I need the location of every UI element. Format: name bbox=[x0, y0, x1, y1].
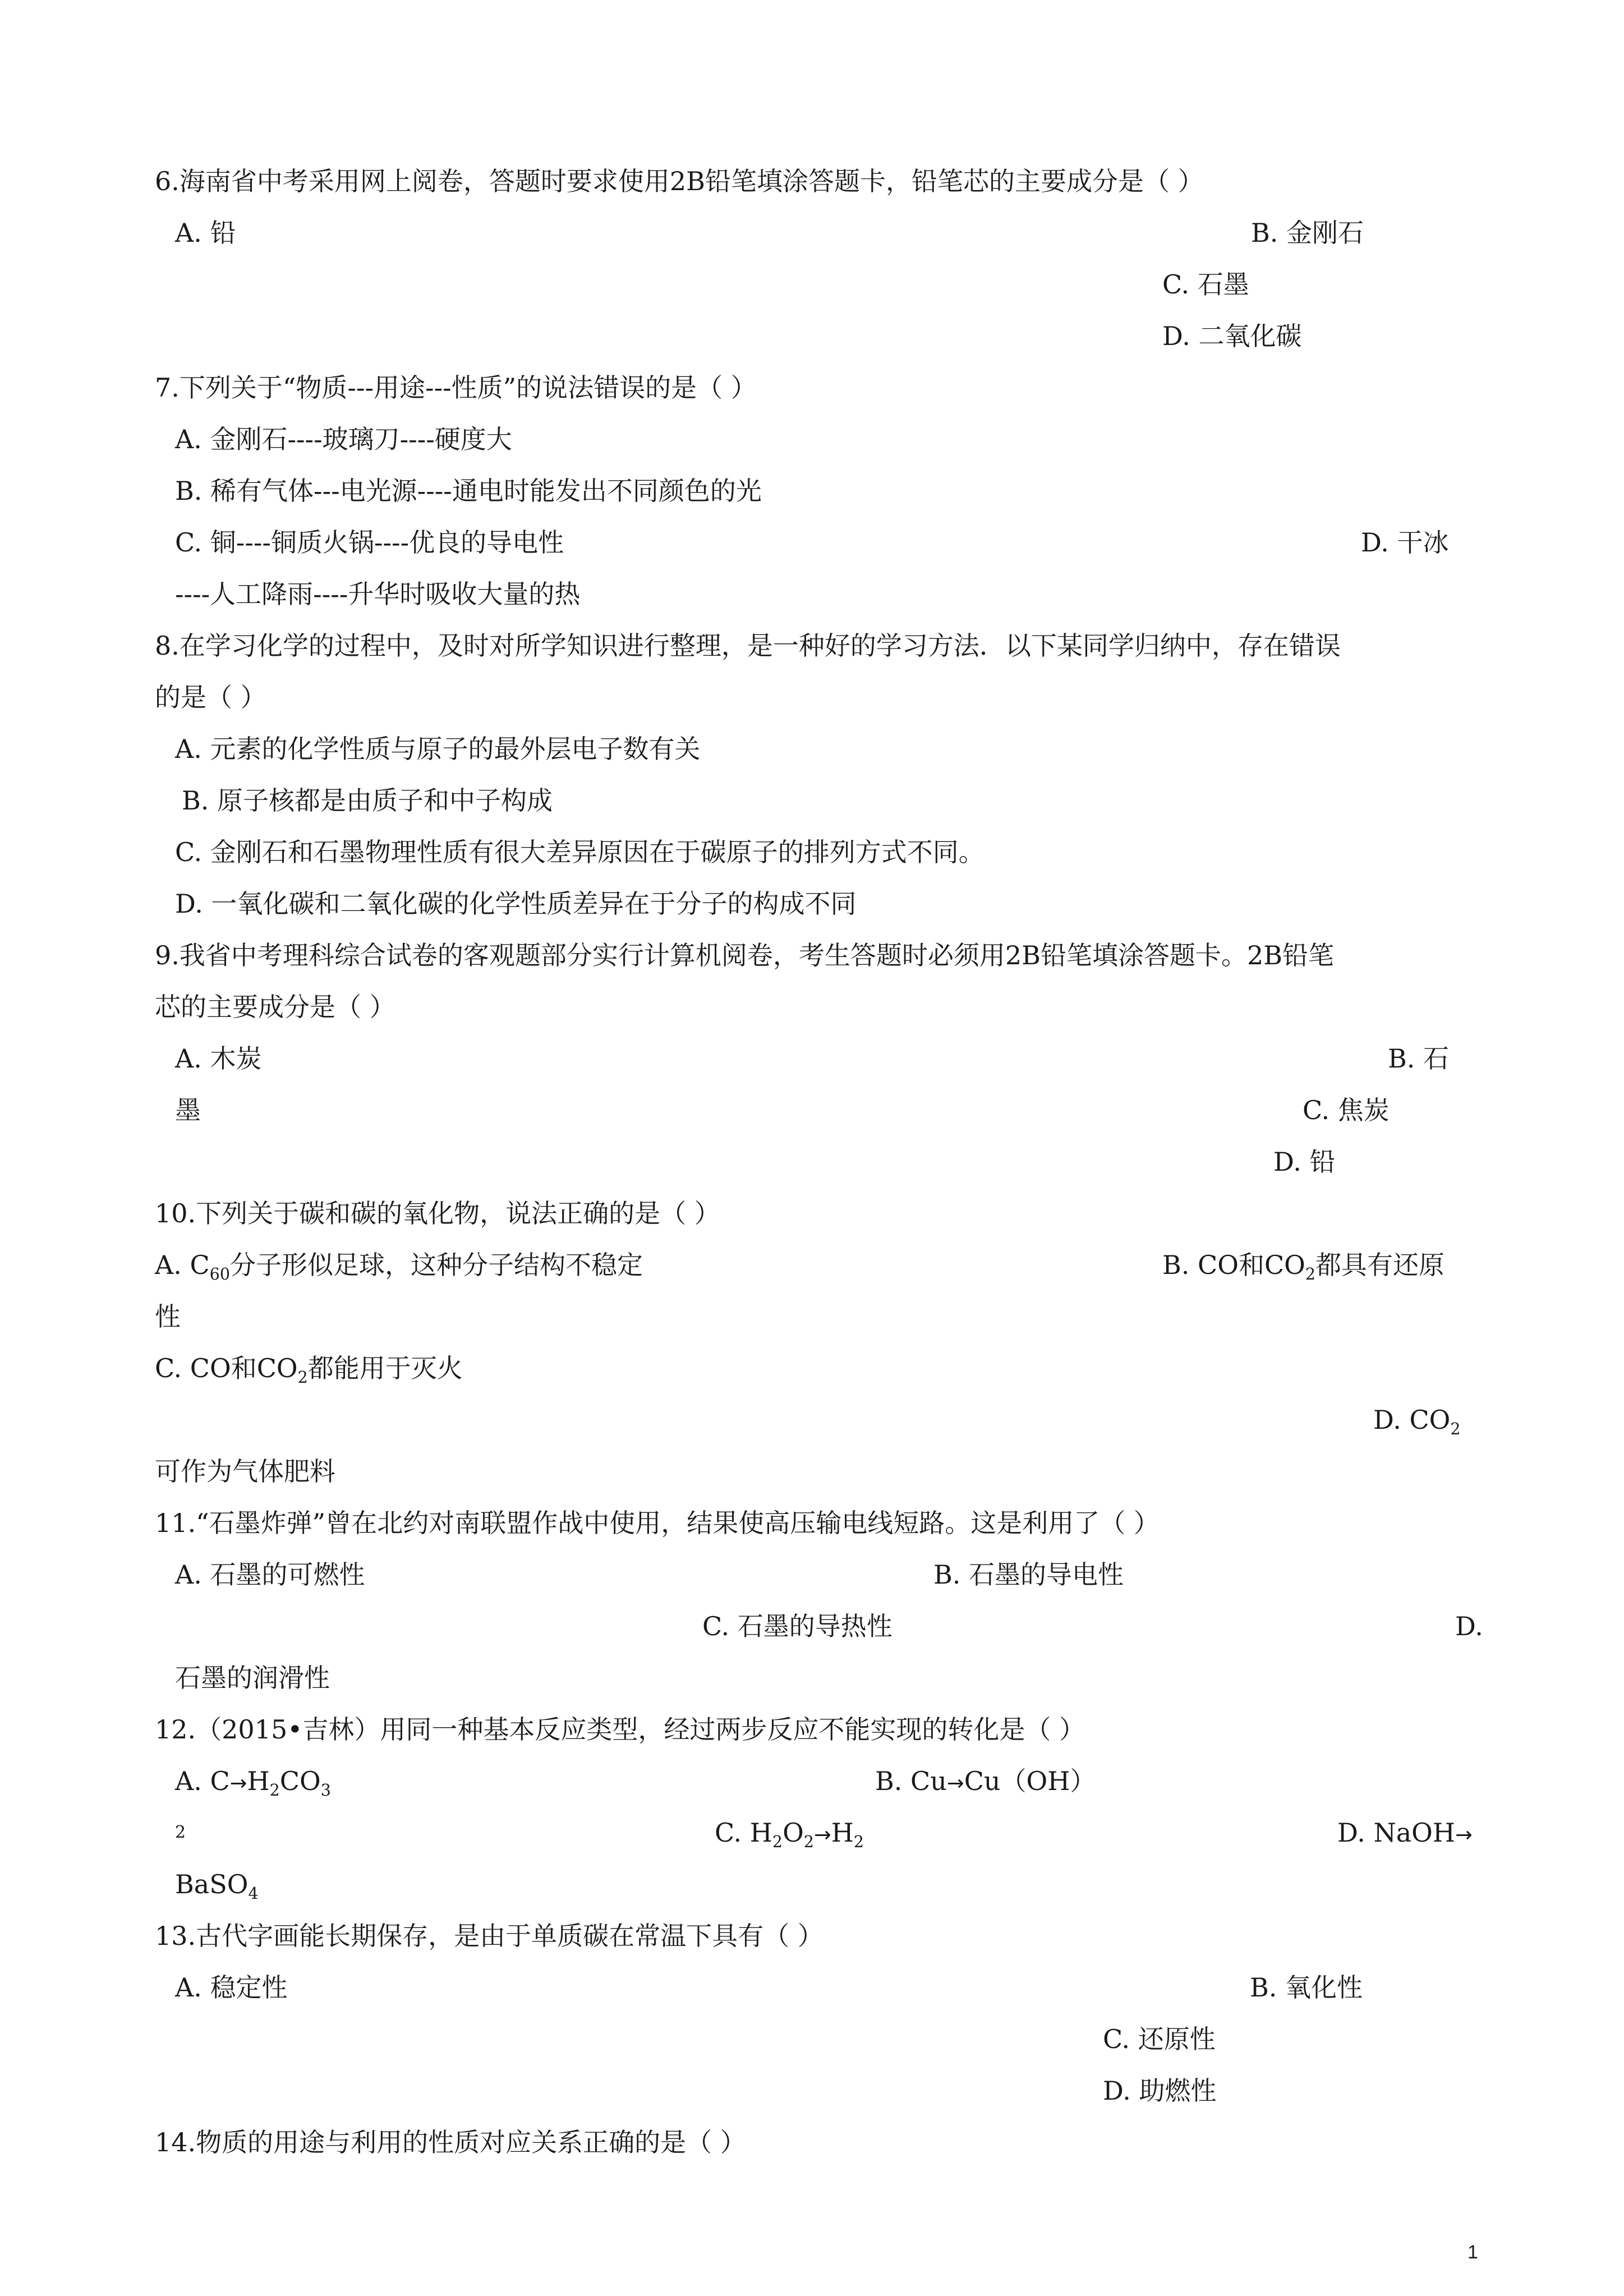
question-9-stem: 9.我省中考理科综合试卷的客观题部分实行计算机阅卷，考生答题时必须用2B铅笔填涂答题卡。2B铅笔 bbox=[155, 940, 1335, 970]
q10-option-d-continued: 可作为气体肥料 bbox=[155, 1456, 335, 1487]
q8-option-c: C. 金刚石和石墨物理性质有很大差异原因在于碳原子的排列方式不同。 bbox=[175, 837, 984, 867]
q9-option-d: D. 铅 bbox=[1273, 1147, 1336, 1177]
q11-option-d: D. bbox=[1455, 1611, 1483, 1641]
q10-option-b: B. CO和$CO_2$都具有还原 bbox=[1162, 1250, 1445, 1283]
arrow-icon: → bbox=[946, 1771, 964, 1795]
q12-option-d-continued: BaSO$_4$ bbox=[175, 1869, 259, 1903]
q6-option-b: B. 金刚石 bbox=[1251, 218, 1364, 248]
question-9-stem-continued: 芯的主要成分是（ ） bbox=[155, 992, 395, 1022]
q6-option-d: D. 二氧化碳 bbox=[1162, 321, 1302, 351]
q13-option-a: A. 稳定性 bbox=[175, 1972, 288, 2003]
q9-option-c: C. 焦炭 bbox=[1303, 1095, 1390, 1125]
q12-option-a: A. $C\to H_2CO_3$ bbox=[175, 1766, 331, 1800]
q8-option-a: A. 元素的化学性质与原子的最外层电子数有关 bbox=[175, 734, 701, 764]
q10-option-a: A. $C_{60}$分子形似足球，这种分子结构不稳定 bbox=[155, 1250, 643, 1283]
question-7-stem: 7.下列关于“物质---用途---性质”的说法错误的是（ ） bbox=[155, 372, 757, 403]
q11-option-d-continued: 石墨的润滑性 bbox=[175, 1663, 330, 1693]
page-number: 1 bbox=[1467, 2242, 1478, 2263]
arrow-icon: → bbox=[813, 1823, 831, 1847]
q12-option-b-continued: 2 bbox=[175, 1823, 186, 1842]
q9-option-b-continued: 墨 bbox=[175, 1095, 201, 1125]
q9-option-a: A. 木炭 bbox=[175, 1043, 262, 1074]
q10-option-b-continued: 性 bbox=[155, 1301, 181, 1332]
question-13-stem: 13.古代字画能长期保存，是由于单质碳在常温下具有（ ） bbox=[155, 1921, 823, 1951]
q7-option-d-continued: ----人工降雨----升华时吸收大量的热 bbox=[175, 579, 581, 609]
q6-option-c: C. 石墨 bbox=[1162, 269, 1249, 300]
q11-option-b: B. 石墨的导电性 bbox=[933, 1559, 1124, 1590]
question-8-stem-continued: 的是（ ） bbox=[155, 682, 266, 712]
arrow-icon: → bbox=[1455, 1823, 1473, 1847]
question-11-stem: 11.“石墨炸弹”曾在北约对南联盟作战中使用，结果使高压输电线短路。这是利用了（ ） bbox=[155, 1508, 1160, 1538]
question-10-stem: 10.下列关于碳和碳的氧化物，说法正确的是（ ） bbox=[155, 1198, 720, 1228]
q11-option-a: A. 石墨的可燃性 bbox=[175, 1559, 365, 1590]
q13-option-d: D. 助燃性 bbox=[1103, 2076, 1217, 2106]
q7-option-a: A. 金刚石----玻璃刀----硬度大 bbox=[175, 424, 512, 454]
q13-option-b: B. 氧化性 bbox=[1250, 1972, 1363, 2003]
q10-option-d: D. $CO_2$ bbox=[1373, 1405, 1461, 1438]
q6-option-a: A. 铅 bbox=[175, 218, 236, 248]
arrow-icon: → bbox=[229, 1771, 247, 1795]
question-8-stem: 8.在学习化学的过程中，及时对所学知识进行整理，是一种好的学习方法．以下某同学归纳中，存在错误 bbox=[155, 631, 1341, 661]
q10-option-c: C. CO和$CO_2$都能用于灭火 bbox=[155, 1353, 463, 1387]
q7-option-c: C. 铜----铜质火锅----优良的导电性 bbox=[175, 527, 564, 558]
question-14-stem: 14.物质的用途与利用的性质对应关系正确的是（ ） bbox=[155, 2127, 746, 2157]
q12-option-b: B. Cu→Cu（OH） bbox=[875, 1766, 1096, 1796]
q13-option-c: C. 还原性 bbox=[1103, 2024, 1216, 2054]
q8-option-d: D. 一氧化碳和二氧化碳的化学性质差异在于分子的构成不同 bbox=[175, 889, 857, 919]
q12-option-c: C. $H_2O_2\to H_2$ bbox=[715, 1818, 864, 1851]
q12-option-d: D. NaOH→ bbox=[1337, 1818, 1473, 1848]
q7-option-b: B. 稀有气体---电光源----通电时能发出不同颜色的光 bbox=[175, 476, 762, 506]
q7-option-d: D. 干冰 bbox=[1361, 527, 1449, 558]
q9-option-b: B. 石 bbox=[1388, 1043, 1450, 1074]
q11-option-c: C. 石墨的导热性 bbox=[702, 1611, 892, 1641]
question-6-stem: 6.海南省中考采用网上阅卷，答题时要求使用2B铅笔填涂答题卡，铅笔芯的主要成分是（ ） bbox=[155, 166, 1204, 196]
q8-option-b: B. 原子核都是由质子和中子构成 bbox=[182, 785, 553, 816]
question-12-stem: 12.（2015•吉林）用同一种基本反应类型，经过两步反应不能实现的转化是（ ） bbox=[155, 1714, 1085, 1745]
